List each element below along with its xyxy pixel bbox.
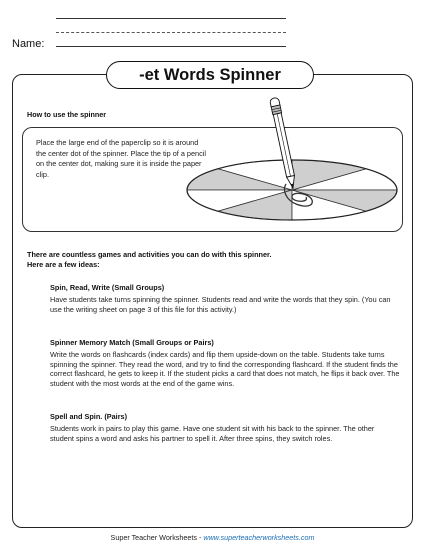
page-title: -et Words Spinner xyxy=(106,61,314,89)
footer-brand: Super Teacher Worksheets - xyxy=(110,533,204,542)
howto-instructions: Place the large end of the paperclip so it is around the center dot of the spinner. Place the tip of a pencil on the center dot, making sure it is inside the paper clip. xyxy=(36,138,206,179)
activity-heading-memory-match: Spinner Memory Match (Small Groups or Pairs) xyxy=(50,338,214,347)
intro-line-1: There are countless games and activities you can do with this spinner. xyxy=(27,250,272,259)
name-label: Name: xyxy=(12,38,45,50)
activity-heading-spell-and-spin: Spell and Spin. (Pairs) xyxy=(50,412,128,421)
activity-body-spell-and-spin: Students work in pairs to play this game. Have one student sit with his back to the spinner. The other student spins a word and asks his partner to spell it. After three spins, they switch roles. xyxy=(50,424,375,443)
footer-url-link[interactable]: www.superteacherworksheets.com xyxy=(203,533,315,542)
activity-body-spin-read-write: Have students take turns spinning the spinner. Students read and write the words that they spin. (You can use the writing sheet on page 3 of this file for this activity.) xyxy=(50,295,391,314)
howto-heading: How to use the spinner xyxy=(27,110,107,119)
activity-body-memory-match: Write the words on flashcards (index cards) and flip them upside-down on the table. Students take turns spinning the spinner. They read the word, and try to find the corresponding flashcard. If the student finds the correct flashcard, he gets to keep it. If the student picks a card that does not match, he flips it back over. The student with the most words at the end of the game wins. xyxy=(50,350,400,389)
intro-text xyxy=(27,250,397,269)
intro-line-2: Here are a few ideas: xyxy=(27,259,100,269)
footer xyxy=(0,533,425,542)
activity-heading-spin-read-write: Spin, Read, Write (Small Groups) xyxy=(50,283,165,292)
